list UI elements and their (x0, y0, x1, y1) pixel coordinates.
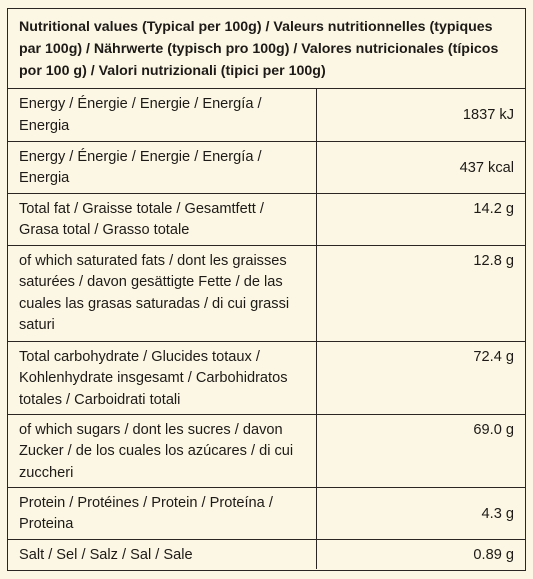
nutrient-label: Energy / Énergie / Energie / Energía / Energia (8, 141, 316, 193)
table-row (8, 341, 525, 414)
nutrition-table (8, 89, 525, 569)
nutrient-value: 4.3 g (316, 487, 525, 539)
nutrition-facts-panel (7, 8, 526, 571)
nutrient-label: Energy / Énergie / Energie / Energía / Energia (8, 89, 316, 141)
table-row (8, 487, 525, 539)
nutrient-label: Total carbohydrate / Glucides totaux / Kohlenhydrate insgesamt / Carbohidratos totales / Carboidrati totali (8, 341, 316, 414)
nutrient-value: 1837 kJ (462, 107, 514, 123)
table-row (8, 89, 525, 141)
nutrient-label: of which saturated fats / dont les graisses saturées / davon gesättigte Fette / de las cuales las grasas saturadas / di cui grassi saturi (8, 245, 316, 341)
nutrient-value: 0.89 g (316, 539, 525, 569)
nutrient-label: Salt / Sel / Salz / Sal / Sale (8, 539, 316, 569)
nutrient-value: 72.4 g (316, 341, 525, 414)
table-row (8, 539, 525, 569)
table-row (8, 245, 525, 341)
nutrient-value: 14.2 g (316, 193, 525, 245)
nutrition-header: Nutritional values (Typical per 100g) / Valeurs nutritionnelles (typiques par 100g) / Nährwerte (typisch pro 100g) / Valores nutricionales (típicos por 100 g) / Valori nutrizionali (tipici per 100g) (8, 9, 525, 89)
nutrient-value: 69.0 g (316, 414, 525, 487)
table-row (8, 141, 525, 193)
nutrient-label: of which sugars / dont les sucres / davon Zucker / de los cuales los azúcares / di cui zuccheri (8, 414, 316, 487)
table-row (8, 414, 525, 487)
nutrient-label: Total fat / Graisse totale / Gesamtfett / Grasa total / Grasso totale (8, 193, 316, 245)
nutrient-value: 12.8 g (316, 245, 525, 341)
nutrient-label: Protein / Protéines / Protein / Proteína / Proteina (8, 487, 316, 539)
nutrient-value: 437 kcal (316, 141, 525, 193)
table-row (8, 193, 525, 245)
